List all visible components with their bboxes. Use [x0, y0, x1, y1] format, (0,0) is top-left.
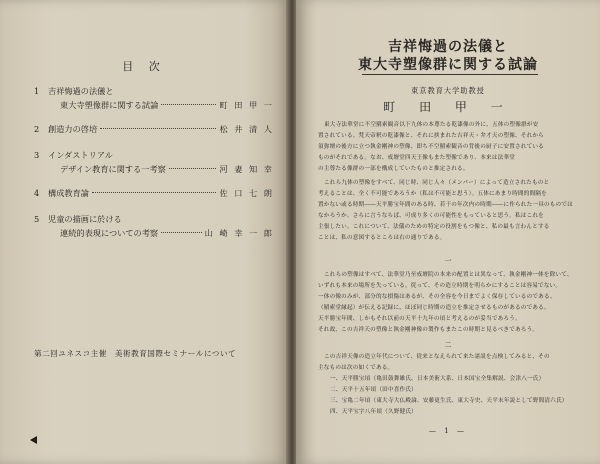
text-line: 置されている。梵天帝釈の乾漆像と、それに挟まれた吉祥天・弁才天の塑像、それから	[318, 133, 544, 140]
text-line: いずれも本来の場所を失っている。従って、その造立時期を明らかにすることは容易でない。	[318, 283, 562, 290]
text-line: （羂索堂縁起）が伝える記録に、ほぼ同じ時期の造立を推定させるものがあるのである。	[318, 305, 550, 312]
toc-item-5	[34, 212, 274, 240]
text-line: これらの塑像はすべて、法華堂乃至戒壇院の本来の配置とは異なって、執金剛神一体を除いて、	[324, 272, 573, 278]
text-line: なかろうか。さらに言うならば、可成り多くの可能性をもっていると思う。私はこれを	[318, 213, 544, 220]
toc-item-1	[34, 84, 274, 112]
toc-item-author: 佐 口 七 朗	[219, 188, 274, 198]
section-marker-1: 一	[444, 257, 452, 265]
dotted-leader	[92, 192, 216, 193]
dotted-leader	[161, 104, 216, 105]
toc-footnote: 第二回ユネスコ主催 美術教育国際セミナールについて	[34, 349, 237, 358]
toc-item-author: 河 妻 知 幸	[219, 164, 274, 174]
list-item: 四、天平宝字八年頃（久野健氏）	[330, 409, 417, 416]
text-line: この吉祥天像の造立年代について、従来となえられて来た諸説を点検してみると、その	[324, 354, 550, 360]
left-page-table-of-contents	[0, 0, 288, 464]
toc-item-title-line: デザイン教育に関する一考察	[60, 164, 166, 174]
toc-item-number: 4	[34, 188, 40, 198]
text-line: 天平勝宝年間、しかもそれ以前の天平十九年の頃と考えるのが妥当であろう。	[318, 316, 521, 323]
dotted-leader	[100, 128, 216, 129]
article-author: 町 田 甲 一	[383, 100, 513, 114]
text-line: ことは、私の意図するところは右の通りである。	[318, 235, 446, 242]
text-line: 主張したい。これについて、法儀のための特定の役割をもつ像と、私の最も言わんとする	[318, 224, 550, 231]
toc-item-author: 松 井 清 人	[219, 124, 274, 134]
toc-item-title-line: インダストリアル	[48, 150, 113, 160]
text-line: 東大寺法華堂に不空羂索観音以下九体の本尊たる乾漆像の外に、五体の塑像群が安	[324, 122, 539, 128]
article-paragraph-3	[318, 270, 584, 337]
author-affiliation: 東京教育大学助教授	[411, 86, 485, 95]
toc-item-title-line: 東大寺塑像群に関する試論	[60, 100, 159, 110]
text-line: 主なものは次の如くである。	[318, 365, 394, 372]
toc-item-author: 山 崎 幸 一 郎	[204, 228, 274, 238]
section-marker-2: 二	[444, 341, 452, 349]
right-page-article	[296, 0, 600, 464]
toc-item-2	[34, 122, 274, 136]
toc-item-3	[34, 148, 274, 176]
toc-item-title-line: 構成教育論	[48, 188, 89, 198]
toc-item-title-line: 連続的表現についての考察	[60, 228, 159, 238]
title-divider	[362, 74, 538, 75]
text-line: 考えることは、全く不可能であろうか（私は不可能と思う）。五体にあまり時間的間隔を	[318, 191, 547, 198]
toc-item-number: 5	[34, 214, 40, 224]
text-line: それ故、この吉祥天の塑像と執金剛神像の製作もまたこの時期と見るべきであろう。	[318, 327, 539, 334]
page-number: — 1 —	[429, 427, 467, 435]
toc-item-number: 3	[34, 150, 40, 160]
page-corner-triangle-icon	[30, 436, 37, 444]
toc-item-title-line: 創造力の啓培	[48, 124, 98, 134]
toc-item-title-line: 吉祥悔過の法儀と	[48, 86, 114, 96]
text-line: 須弥壇の後方に立つ執金剛神の塑像、即ち不空羂索観音の背後の厨子に安置されている	[318, 144, 544, 151]
article-paragraph-2	[318, 178, 584, 245]
text-line: の主尊たる像群の一部を構成していたものと推定される。	[318, 166, 469, 173]
article-title-line-2: 東大寺塑像群に関する試論	[358, 57, 538, 73]
list-item: 二、天平十五年頃（田中喜作氏）	[330, 387, 417, 394]
text-line: 置かない或る時期――天平勝宝年間のある時、若干の年次内の時期――に作られた一具のものでは	[318, 202, 573, 209]
article-paragraph-1	[318, 120, 584, 175]
dotted-leader	[161, 232, 202, 233]
toc-item-number: 1	[34, 86, 40, 96]
dotted-leader	[169, 168, 217, 169]
toc-item-number: 2	[34, 124, 40, 134]
text-line: 一体の像のみが、部分的な損傷はあるが、その全容を今日までよく保存しているのである。	[318, 294, 556, 301]
text-line: ものがそれである。なお、戒壇堂四天王像もまた塑像であり、本来は法華堂	[318, 155, 515, 162]
article-paragraph-4	[318, 352, 584, 419]
toc-item-title-line: 児童の描画に於ける	[48, 214, 122, 224]
toc-list	[34, 84, 274, 246]
toc-item-4	[34, 186, 274, 200]
list-item: 三、宝亀二年頃（東大寺大仏殿論、安藤更生氏、東大寺史、天平末年説として野間清六氏）	[330, 398, 568, 405]
toc-title: 目 次	[122, 60, 166, 73]
text-line: これら九体の塑像をすべて、同じ時、同じ人々（メンバー）によって造立されたものと	[324, 180, 550, 186]
toc-item-author: 町 田 甲 一	[219, 100, 274, 110]
list-item: 一、天平勝宝頃（亀田鼓舞雄氏、日本美術大系、日本国宝全集解説、会津八一氏）	[330, 376, 545, 383]
article-title-line-1: 吉祥悔過の法儀と	[388, 39, 508, 55]
